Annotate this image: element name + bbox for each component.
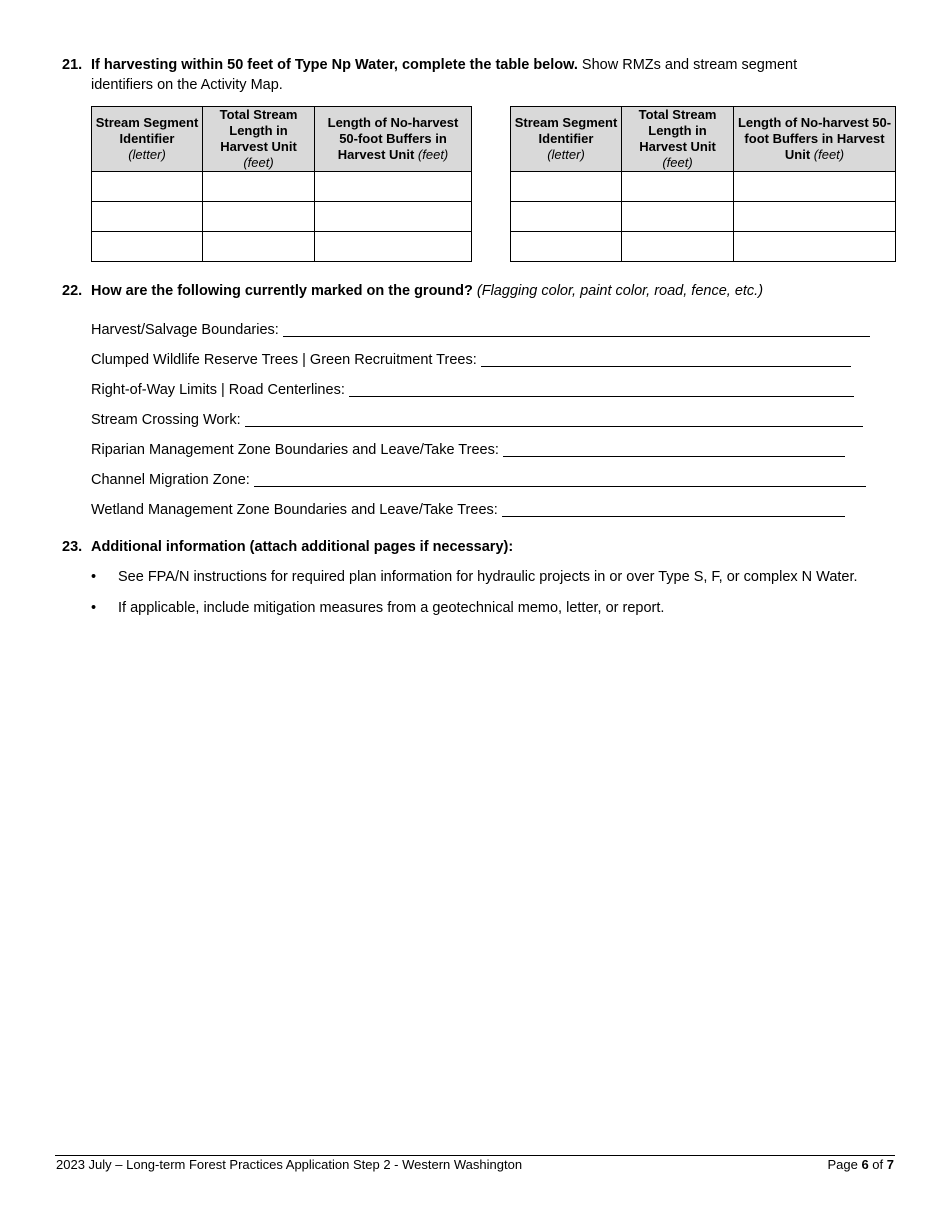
list-item-text: If applicable, include mitigation measures from a geotechnical memo, letter, or report. bbox=[118, 600, 665, 616]
field-label: Stream Crossing Work: bbox=[91, 412, 241, 428]
table-cell-input[interactable] bbox=[622, 202, 734, 232]
table-cell-input[interactable] bbox=[315, 172, 472, 202]
field-right-of-way-limits bbox=[91, 370, 886, 400]
question-number: 21. bbox=[62, 57, 83, 73]
field-wetland-management-zone bbox=[91, 490, 886, 520]
field-label: Riparian Management Zone Boundaries and Leave/Take Trees: bbox=[91, 442, 499, 458]
field-riparian-management-zone bbox=[91, 430, 886, 460]
field-label: Harvest/Salvage Boundaries: bbox=[91, 322, 279, 338]
table-header-row bbox=[92, 107, 472, 172]
footer-page-number: Page 6 of 7 bbox=[827, 1157, 894, 1172]
table-cell-input[interactable] bbox=[511, 202, 622, 232]
header-stream-segment-identifier: Stream Segment Identifier (letter) bbox=[511, 107, 622, 172]
footer-form-title: 2023 July – Long-term Forest Practices Application Step 2 - Western Washington bbox=[56, 1157, 523, 1172]
field-label: Channel Migration Zone: bbox=[91, 472, 250, 488]
buffer-table-right bbox=[510, 106, 896, 262]
list-item bbox=[91, 567, 881, 588]
table-row bbox=[92, 202, 472, 232]
field-label: Wetland Management Zone Boundaries and Leave/Take Trees: bbox=[91, 502, 498, 518]
question-21 bbox=[62, 55, 862, 95]
table-cell-input[interactable] bbox=[622, 232, 734, 262]
table-cell-input[interactable] bbox=[92, 172, 203, 202]
field-label: Clumped Wildlife Reserve Trees | Green Recruitment Trees: bbox=[91, 352, 477, 368]
header-total-stream-length: Total Stream Length in Harvest Unit (feet) bbox=[203, 107, 315, 172]
question-23-prompt: Additional information (attach additional pages if necessary): bbox=[91, 539, 514, 555]
field-label: Right-of-Way Limits | Road Centerlines: bbox=[91, 382, 345, 398]
fill-in-line[interactable] bbox=[503, 440, 845, 457]
table-cell-input[interactable] bbox=[734, 172, 896, 202]
table-cell-input[interactable] bbox=[511, 232, 622, 262]
table-row bbox=[511, 172, 896, 202]
question-22 bbox=[62, 281, 862, 301]
bullet-icon: • bbox=[91, 569, 97, 585]
question-22-prompt: How are the following currently marked on the ground? bbox=[91, 283, 473, 299]
bullet-icon: • bbox=[91, 600, 97, 616]
fill-in-line[interactable] bbox=[481, 350, 851, 367]
table-cell-input[interactable] bbox=[734, 232, 896, 262]
question-number: 23. bbox=[62, 539, 83, 555]
buffer-table-left bbox=[91, 106, 472, 262]
question-21-instructions: Show RMZs and stream segment identifiers on the Activity Map. bbox=[91, 57, 798, 93]
table-cell-input[interactable] bbox=[203, 172, 315, 202]
additional-info-list bbox=[91, 567, 881, 629]
table-cell-input[interactable] bbox=[203, 232, 315, 262]
fill-in-line[interactable] bbox=[245, 410, 863, 427]
field-channel-migration-zone bbox=[91, 460, 886, 490]
header-stream-segment-identifier: Stream Segment Identifier (letter) bbox=[92, 107, 203, 172]
table-row bbox=[92, 232, 472, 262]
table-row bbox=[511, 232, 896, 262]
list-item-text: See FPA/N instructions for required plan information for hydraulic projects in or over Type S, F, or complex N Water. bbox=[118, 569, 858, 585]
header-total-stream-length: Total Stream Length in Harvest Unit (feet) bbox=[622, 107, 734, 172]
question-23 bbox=[62, 537, 862, 557]
table-cell-input[interactable] bbox=[734, 202, 896, 232]
table-cell-input[interactable] bbox=[203, 202, 315, 232]
field-stream-crossing-work bbox=[91, 400, 886, 430]
table-row bbox=[92, 172, 472, 202]
table-header-row bbox=[511, 107, 896, 172]
fill-in-line[interactable] bbox=[283, 320, 870, 337]
header-no-harvest-buffer-length: Length of No-harvest 50-foot Buffers in Harvest Unit (feet) bbox=[734, 107, 896, 172]
table-cell-input[interactable] bbox=[315, 232, 472, 262]
list-item bbox=[91, 598, 881, 619]
fill-in-line[interactable] bbox=[502, 500, 845, 517]
table-row bbox=[511, 202, 896, 232]
table-cell-input[interactable] bbox=[511, 172, 622, 202]
table-cell-input[interactable] bbox=[92, 232, 203, 262]
table-cell-input[interactable] bbox=[622, 172, 734, 202]
question-number: 22. bbox=[62, 283, 83, 299]
marking-fields bbox=[91, 310, 886, 520]
question-22-hint: (Flagging color, paint color, road, fence, etc.) bbox=[472, 283, 764, 299]
field-wildlife-reserve-trees bbox=[91, 340, 886, 370]
field-harvest-salvage-boundaries bbox=[91, 310, 886, 340]
question-21-prompt: If harvesting within 50 feet of Type Np Water, complete the table below. bbox=[91, 57, 578, 73]
table-cell-input[interactable] bbox=[315, 202, 472, 232]
fill-in-line[interactable] bbox=[254, 470, 866, 487]
fill-in-line[interactable] bbox=[349, 380, 854, 397]
header-no-harvest-buffer-length: Length of No-harvest 50-foot Buffers in Harvest Unit (feet) bbox=[315, 107, 472, 172]
footer-divider bbox=[55, 1155, 895, 1156]
table-cell-input[interactable] bbox=[92, 202, 203, 232]
